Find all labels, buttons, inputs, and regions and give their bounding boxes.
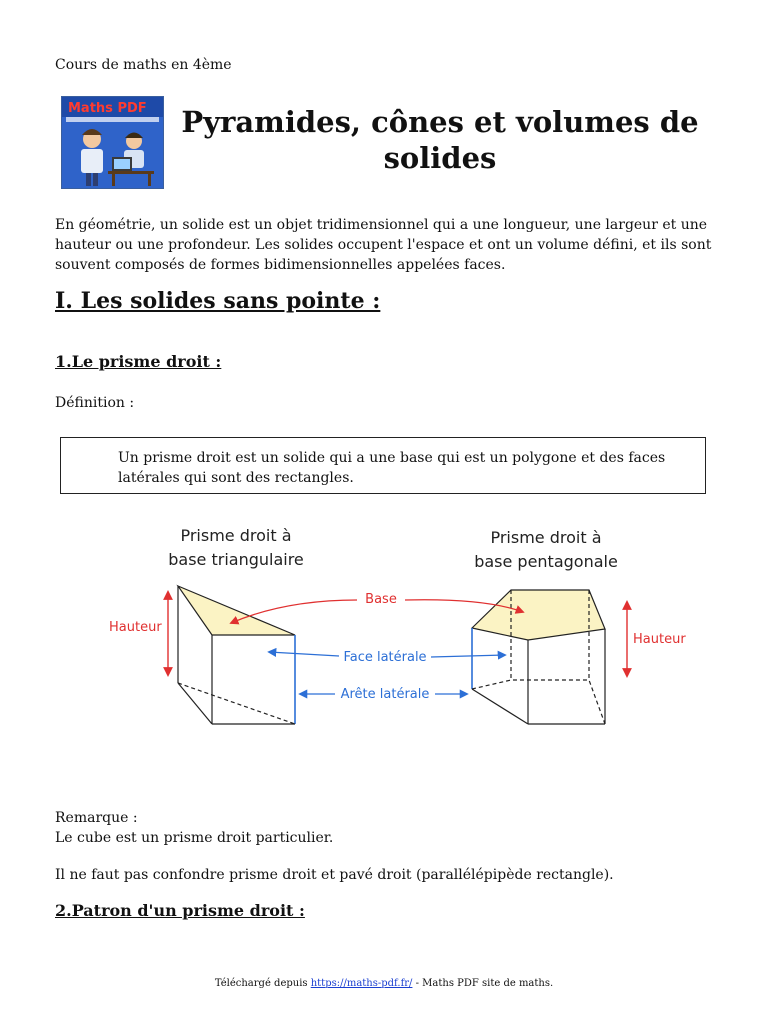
right-figure-title-1: Prisme droit à (490, 528, 602, 547)
face-arrow-right (431, 655, 505, 657)
subsection-title-2: 2.Patron d'un prisme droit : (55, 901, 305, 920)
page-title-line-1: Pyramides, cônes et volumes de (181, 105, 699, 139)
page-footer (0, 978, 768, 989)
label-face-laterale: Face latérale (343, 650, 427, 665)
footer-prefix: Téléchargé depuis (214, 978, 311, 989)
left-figure-title-2: base triangulaire (168, 550, 304, 569)
intro-paragraph: En géométrie, un solide est un objet tridimensionnel qui a une longueur, une largeur et une hauteur ou une profondeur. Les solides occupent l'espace et ont un volume défini, et ils sont souvent composés de formes bidimensionnelles appelées faces. (55, 217, 712, 273)
definition-text: Un prisme droit est un solide qui a une base qui est un polygone et des faces latérales qui sont des rectangles. (118, 450, 666, 486)
definition-box (60, 437, 706, 494)
footer-suffix: - Maths PDF site de maths. (412, 978, 554, 989)
maths-pdf-logo-icon (61, 96, 164, 189)
page-title (180, 104, 700, 176)
course-header: Cours de maths en 4ème (55, 57, 232, 73)
prism-figure (95, 518, 715, 748)
section-title-1: I. Les solides sans pointe : (55, 288, 381, 314)
pentagonal-prism (472, 590, 605, 724)
face-arrow-left (269, 652, 339, 656)
logo-text: Maths PDF (68, 101, 147, 116)
label-base: Base (365, 592, 397, 607)
subsection-title-1: 1.Le prisme droit : (55, 352, 222, 371)
page-title-line-2: solides (383, 141, 497, 175)
triangular-prism (178, 586, 295, 724)
remark-label: Remarque : (55, 810, 138, 826)
definition-label: Définition : (55, 395, 135, 411)
right-figure-title-2: base pentagonale (474, 552, 618, 571)
label-hauteur-left: Hauteur (109, 620, 162, 635)
remark-line-1: Le cube est un prisme droit particulier. (55, 830, 334, 846)
remark-block (55, 808, 333, 848)
footer-link[interactable]: https://maths-pdf.fr/ (310, 978, 413, 989)
left-figure-title-1: Prisme droit à (180, 526, 292, 545)
label-hauteur-right: Hauteur (633, 632, 686, 647)
remark-line-2: Il ne faut pas confondre prisme droit et pavé droit (parallélépipède rectangle). (55, 867, 614, 883)
label-arete-laterale: Arête latérale (340, 687, 430, 702)
